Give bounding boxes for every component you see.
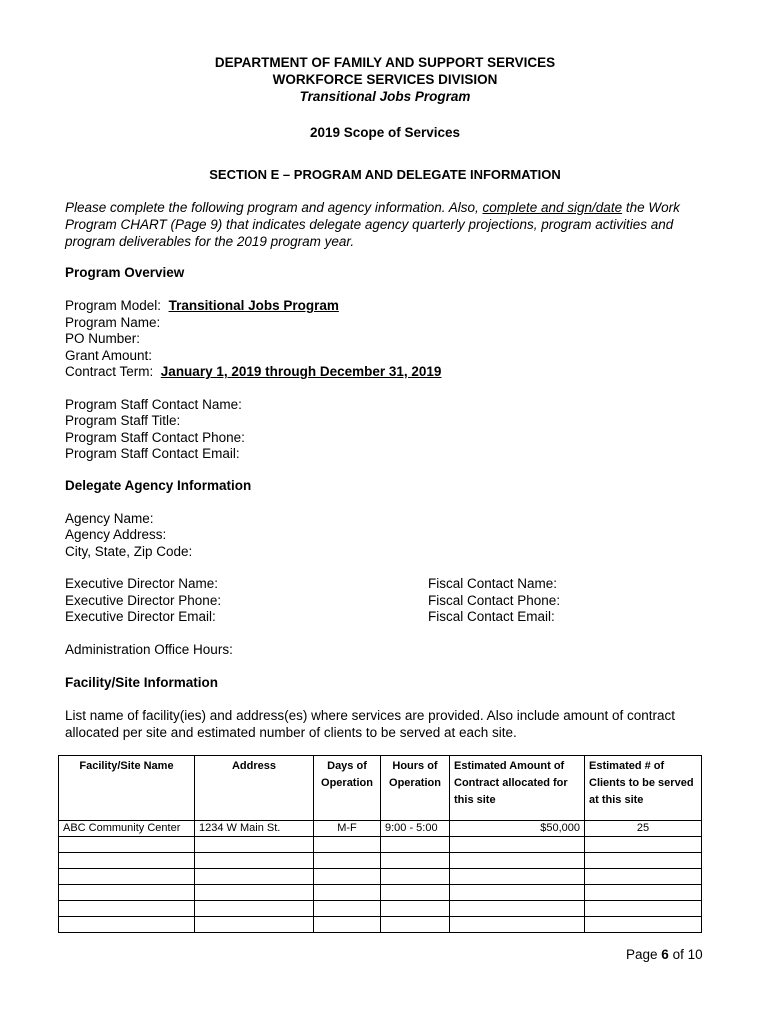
table-row xyxy=(59,885,702,901)
column-header: Facility/Site Name xyxy=(59,756,195,821)
exec-director-phone-label: Executive Director Phone: xyxy=(65,593,222,608)
table-cell xyxy=(450,837,585,853)
program-model-label: Program Model: xyxy=(65,298,162,313)
table-cell xyxy=(195,901,314,917)
table-cell xyxy=(450,901,585,917)
table-cell: $50,000 xyxy=(450,821,585,837)
table-cell: 25 xyxy=(585,821,702,837)
table-cell xyxy=(585,869,702,885)
table-cell xyxy=(59,885,195,901)
staff-title-label: Program Staff Title: xyxy=(65,413,181,428)
table-cell xyxy=(450,917,585,933)
table-cell xyxy=(59,901,195,917)
table-cell xyxy=(195,853,314,869)
facility-description: List name of facility(ies) and address(es) where services are provided. Also include amount of contract allocated per site and estimated number of clients to be served at each site. xyxy=(65,708,676,740)
contract-term-line xyxy=(65,363,441,380)
contract-term-label: Contract Term: xyxy=(65,364,154,379)
staff-contact-name-label: Program Staff Contact Name: xyxy=(65,397,242,412)
table-cell xyxy=(450,885,585,901)
table-row xyxy=(59,901,702,917)
intro-underlined: complete and sign/date xyxy=(482,200,623,215)
table-cell xyxy=(59,837,195,853)
table-cell xyxy=(59,853,195,869)
table-cell: M-F xyxy=(314,821,381,837)
table-cell xyxy=(59,869,195,885)
table-cell xyxy=(585,901,702,917)
table-cell xyxy=(314,885,381,901)
section-title: SECTION E – PROGRAM AND DELEGATE INFORMATION xyxy=(209,167,561,182)
table-cell xyxy=(585,885,702,901)
page-number-footer xyxy=(626,947,703,962)
column-header: Address xyxy=(195,756,314,821)
table-cell xyxy=(195,885,314,901)
agency-address-label: Agency Address: xyxy=(65,527,167,542)
table-cell xyxy=(195,917,314,933)
delegate-agency-heading: Delegate Agency Information xyxy=(65,478,252,493)
table-header-row xyxy=(59,756,702,821)
table-cell xyxy=(381,901,450,917)
table-cell xyxy=(381,837,450,853)
table-cell xyxy=(314,853,381,869)
table-cell xyxy=(195,869,314,885)
table-cell: 1234 W Main St. xyxy=(195,821,314,837)
column-header: Hours of Operation xyxy=(381,756,450,821)
program-name-label: Program Name: xyxy=(65,315,161,330)
total-pages: 10 xyxy=(687,947,703,962)
column-header: Estimated Amount of Contract allocated for this site xyxy=(450,756,585,821)
fiscal-contact-name-label: Fiscal Contact Name: xyxy=(428,576,558,591)
intro-text-2: the Work Program CHART (Page 9) that indicates delegate agency quarterly projections, program activities and program deliverables for the 2019 program year. xyxy=(65,200,680,249)
exec-director-name-label: Executive Director Name: xyxy=(65,576,219,591)
of-label: of xyxy=(672,947,684,962)
table-cell xyxy=(314,869,381,885)
table-cell xyxy=(381,853,450,869)
program-overview-heading: Program Overview xyxy=(65,265,185,280)
table-cell xyxy=(381,885,450,901)
table-row xyxy=(59,821,702,837)
column-header: Estimated # of Clients to be served at this site xyxy=(585,756,702,821)
table-cell xyxy=(450,869,585,885)
department-title: DEPARTMENT OF FAMILY AND SUPPORT SERVICES xyxy=(214,55,556,70)
table-cell xyxy=(314,901,381,917)
table-cell xyxy=(195,837,314,853)
table-row xyxy=(59,837,702,853)
table-cell xyxy=(314,837,381,853)
program-model-value: Transitional Jobs Program xyxy=(168,298,339,313)
table-cell xyxy=(585,837,702,853)
program-model-line xyxy=(65,297,339,314)
table-cell xyxy=(59,917,195,933)
po-number-label: PO Number: xyxy=(65,331,141,346)
table-row xyxy=(59,917,702,933)
table-cell xyxy=(450,853,585,869)
table-cell xyxy=(381,917,450,933)
table-cell xyxy=(585,917,702,933)
contract-term-value: January 1, 2019 through December 31, 2019 xyxy=(160,364,442,379)
table-cell: ABC Community Center xyxy=(59,821,195,837)
scope-title: 2019 Scope of Services xyxy=(309,125,461,140)
table-row xyxy=(59,853,702,869)
current-page-number: 6 xyxy=(661,947,669,962)
fiscal-contact-phone-label: Fiscal Contact Phone: xyxy=(428,593,561,608)
intro-text-1: Please complete the following program and agency information. Also, xyxy=(65,200,483,215)
facility-heading: Facility/Site Information xyxy=(65,675,219,690)
table-row xyxy=(59,869,702,885)
page-label: Page xyxy=(626,947,658,962)
exec-director-email-label: Executive Director Email: xyxy=(65,609,216,624)
office-hours-label: Administration Office Hours: xyxy=(65,642,233,657)
agency-name-label: Agency Name: xyxy=(65,511,154,526)
column-header: Days of Operation xyxy=(314,756,381,821)
table-cell xyxy=(381,869,450,885)
grant-amount-label: Grant Amount: xyxy=(65,348,153,363)
program-title: Transitional Jobs Program xyxy=(299,89,471,104)
table-cell xyxy=(314,917,381,933)
table-cell: 9:00 - 5:00 xyxy=(381,821,450,837)
intro-paragraph xyxy=(65,199,705,250)
division-title: WORKFORCE SERVICES DIVISION xyxy=(272,72,498,87)
city-state-zip-label: City, State, Zip Code: xyxy=(65,544,193,559)
staff-email-label: Program Staff Contact Email: xyxy=(65,446,240,461)
table-cell xyxy=(585,853,702,869)
facility-table xyxy=(58,755,702,933)
fiscal-contact-email-label: Fiscal Contact Email: xyxy=(428,609,555,624)
staff-phone-label: Program Staff Contact Phone: xyxy=(65,430,245,445)
